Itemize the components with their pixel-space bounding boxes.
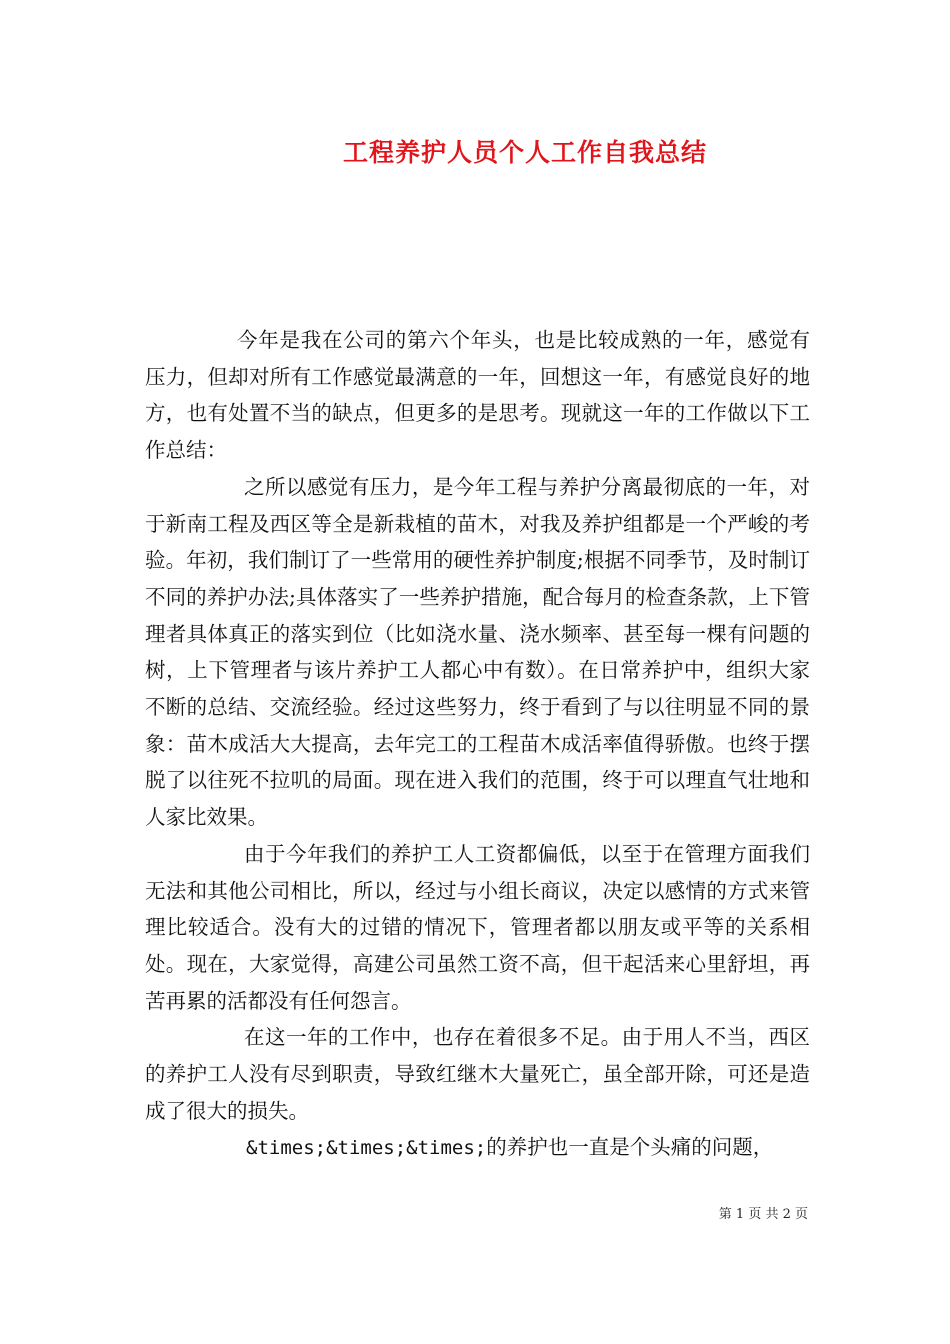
document-title: 工程养护人员个人工作自我总结 <box>342 138 707 167</box>
entity-text: &times;&times;&times; <box>246 1137 487 1160</box>
paragraph-2: 之所以感觉有压力，是今年工程与养护分离最彻底的一年，对于新南工程及西区等全是新栽植的苗木，对我及养护组都是一个严峻的考验。年初，我们制订了一些常用的硬性养护制度;根据不同季节，及时制订不同的养护办法;具体落实了一些养护措施，配合每月的检查条款，上下管理者具体真正的落实到位（比如浇水量、浇水频率、甚至每一棵有问题的树，上下管理者与该片养护工人都心中有数）。在日常养护中，组织大家不断的总结、交流经验。经过这些努力，终于看到了与以往明显不同的景象：苗木成活大大提高，去年完工的工程苗木成活率值得骄傲。也终于摆脱了以往死不拉叽的局面。现在进入我们的范围，终于可以理直气壮地和人家比效果。 <box>145 474 810 830</box>
paragraph-5 <box>145 1129 810 1167</box>
paragraph-1: 今年是我在公司的第六个年头，也是比较成熟的一年，感觉有压力，但却对所有工作感觉最满意的一年，回想这一年，有感觉良好的地方，也有处置不当的缺点，但更多的是思考。现就这一年的工作做以下工作总结： <box>145 328 810 463</box>
paragraph-4: 在这一年的工作中，也存在着很多不足。由于用人不当，西区的养护工人没有尽到职责，导致红继木大量死亡，虽全部开除，可还是造成了很大的损失。 <box>145 1025 810 1123</box>
page-number: 第 1 页 共 2 页 <box>718 1207 808 1222</box>
document-body <box>145 322 810 1167</box>
paragraph-3: 由于今年我们的养护工人工资都偏低，以至于在管理方面我们无法和其他公司相比，所以，经过与小组长商议，决定以感情的方式来管理比较适合。没有大的过错的情况下，管理者都以朋友或平等的关系相处。现在，大家觉得，高建公司虽然工资不高，但干起活来心里舒坦，再苦再累的活都没有任何怨言。 <box>145 841 810 1013</box>
paragraph-5-text: 的养护也一直是个头痛的问题， <box>486 1135 774 1160</box>
